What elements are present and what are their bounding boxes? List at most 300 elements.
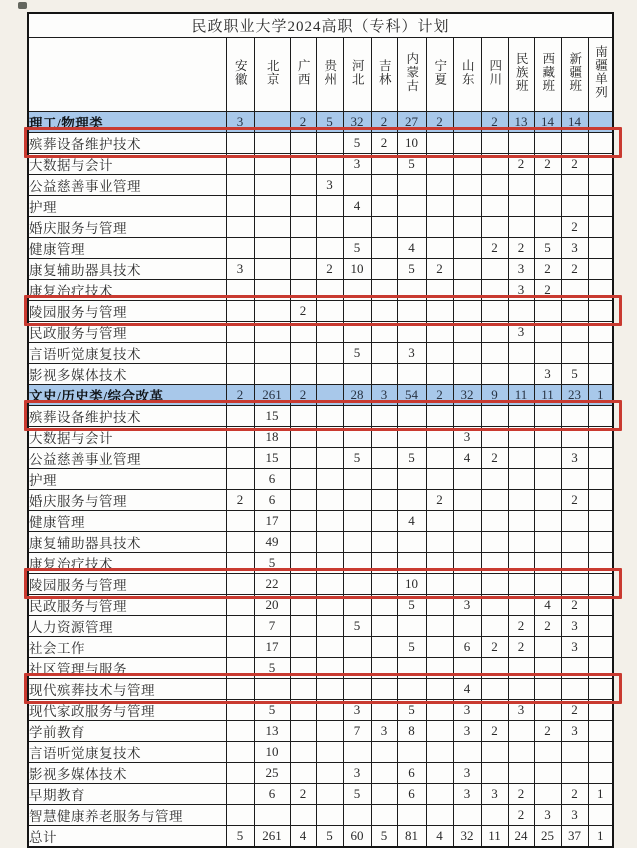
- data-cell: [343, 427, 371, 448]
- data-cell: [453, 322, 481, 343]
- table-row: [28, 343, 613, 364]
- data-cell: 3: [453, 427, 481, 448]
- column-header: 安徽: [226, 38, 254, 112]
- row-label: 学前教育: [28, 721, 226, 742]
- data-cell: 28: [343, 385, 371, 406]
- data-cell: [508, 721, 534, 742]
- data-cell: [534, 511, 561, 532]
- data-cell: [508, 658, 534, 679]
- data-cell: [226, 406, 254, 427]
- data-cell: 7: [343, 721, 371, 742]
- data-cell: [481, 406, 508, 427]
- row-label: 理工/物理类: [28, 112, 226, 133]
- data-cell: [316, 595, 343, 616]
- row-label: 现代殡葬技术与管理: [28, 679, 226, 700]
- data-cell: [371, 469, 397, 490]
- data-cell: [453, 658, 481, 679]
- table-row: [28, 742, 613, 763]
- data-cell: [397, 322, 426, 343]
- data-cell: 3: [316, 175, 343, 196]
- row-label: 康复辅助器具技术: [28, 259, 226, 280]
- data-cell: [226, 700, 254, 721]
- data-cell: [397, 553, 426, 574]
- data-cell: [534, 469, 561, 490]
- data-cell: [343, 469, 371, 490]
- data-cell: [508, 427, 534, 448]
- row-label: 公益慈善事业管理: [28, 175, 226, 196]
- table-row: [28, 574, 613, 595]
- data-cell: 5: [343, 784, 371, 805]
- data-cell: 11: [508, 385, 534, 406]
- data-cell: [371, 196, 397, 217]
- data-cell: 32: [453, 826, 481, 848]
- data-cell: [254, 112, 290, 133]
- data-cell: [534, 427, 561, 448]
- data-cell: 20: [254, 595, 290, 616]
- data-cell: [508, 742, 534, 763]
- data-cell: [453, 196, 481, 217]
- data-cell: 60: [343, 826, 371, 848]
- data-cell: [426, 637, 453, 658]
- data-cell: [426, 553, 453, 574]
- data-cell: 2: [226, 490, 254, 511]
- data-cell: [481, 280, 508, 301]
- data-cell: [316, 364, 343, 385]
- data-cell: [561, 532, 588, 553]
- data-cell: 4: [453, 448, 481, 469]
- data-cell: [426, 175, 453, 196]
- data-cell: [290, 217, 316, 238]
- table-row: [28, 763, 613, 784]
- data-cell: [481, 511, 508, 532]
- data-cell: [426, 658, 453, 679]
- table-row: [28, 658, 613, 679]
- data-cell: [290, 343, 316, 364]
- table-row: [28, 616, 613, 637]
- data-cell: 3: [508, 322, 534, 343]
- data-cell: [588, 154, 613, 175]
- row-label: 婚庆服务与管理: [28, 490, 226, 511]
- table-row: [28, 805, 613, 826]
- data-cell: [371, 700, 397, 721]
- data-cell: [453, 301, 481, 322]
- data-cell: [371, 259, 397, 280]
- table-row: [28, 406, 613, 427]
- data-cell: [226, 511, 254, 532]
- data-cell: [290, 427, 316, 448]
- data-cell: [290, 763, 316, 784]
- data-cell: [588, 679, 613, 700]
- data-cell: 2: [561, 217, 588, 238]
- data-cell: 261: [254, 826, 290, 848]
- data-cell: [426, 511, 453, 532]
- data-cell: [226, 469, 254, 490]
- data-cell: [481, 196, 508, 217]
- data-cell: [226, 217, 254, 238]
- row-label: 健康管理: [28, 238, 226, 259]
- data-cell: [588, 574, 613, 595]
- data-cell: 5: [397, 448, 426, 469]
- data-cell: [534, 784, 561, 805]
- data-cell: [561, 301, 588, 322]
- data-cell: 5: [397, 259, 426, 280]
- table-row: [28, 259, 613, 280]
- data-cell: [426, 469, 453, 490]
- data-cell: [254, 259, 290, 280]
- data-cell: [371, 427, 397, 448]
- data-cell: [343, 322, 371, 343]
- data-cell: 2: [561, 784, 588, 805]
- data-cell: [290, 406, 316, 427]
- data-cell: [508, 406, 534, 427]
- table-row: [28, 490, 613, 511]
- data-cell: [588, 721, 613, 742]
- data-cell: [588, 280, 613, 301]
- data-cell: [561, 658, 588, 679]
- data-cell: [290, 469, 316, 490]
- data-cell: [481, 259, 508, 280]
- data-cell: 6: [254, 490, 290, 511]
- data-cell: 3: [481, 784, 508, 805]
- data-cell: 2: [426, 259, 453, 280]
- data-cell: [371, 238, 397, 259]
- data-cell: 1: [588, 826, 613, 848]
- data-cell: [343, 742, 371, 763]
- table-row: [28, 553, 613, 574]
- data-cell: [534, 490, 561, 511]
- data-cell: [588, 217, 613, 238]
- data-cell: 13: [254, 721, 290, 742]
- data-cell: [588, 427, 613, 448]
- data-cell: 261: [254, 385, 290, 406]
- data-cell: 3: [453, 595, 481, 616]
- data-cell: 3: [453, 700, 481, 721]
- data-cell: [371, 343, 397, 364]
- data-cell: [453, 280, 481, 301]
- data-cell: [588, 112, 613, 133]
- data-cell: [508, 595, 534, 616]
- data-cell: 3: [343, 700, 371, 721]
- row-label: 陵园服务与管理: [28, 574, 226, 595]
- row-label: 大数据与会计: [28, 154, 226, 175]
- data-cell: [508, 511, 534, 532]
- data-cell: [453, 742, 481, 763]
- data-cell: [316, 679, 343, 700]
- data-cell: [316, 343, 343, 364]
- data-cell: 2: [371, 112, 397, 133]
- data-cell: 17: [254, 637, 290, 658]
- data-cell: [453, 532, 481, 553]
- data-cell: [371, 364, 397, 385]
- data-cell: [290, 679, 316, 700]
- data-cell: [343, 175, 371, 196]
- data-cell: [534, 133, 561, 154]
- data-cell: [371, 595, 397, 616]
- data-cell: [534, 679, 561, 700]
- data-cell: [254, 679, 290, 700]
- table-row: [28, 784, 613, 805]
- data-cell: [290, 259, 316, 280]
- data-cell: [397, 301, 426, 322]
- data-cell: [343, 511, 371, 532]
- data-cell: 3: [561, 238, 588, 259]
- data-cell: [453, 259, 481, 280]
- data-cell: [371, 217, 397, 238]
- data-cell: [371, 658, 397, 679]
- data-cell: [561, 553, 588, 574]
- data-cell: 5: [534, 238, 561, 259]
- data-cell: [290, 805, 316, 826]
- data-cell: [371, 784, 397, 805]
- data-cell: [534, 448, 561, 469]
- data-cell: [426, 784, 453, 805]
- data-cell: 2: [481, 238, 508, 259]
- data-cell: 5: [397, 637, 426, 658]
- data-cell: [426, 595, 453, 616]
- enrollment-plan-table: [27, 12, 614, 848]
- data-cell: [534, 196, 561, 217]
- data-cell: 5: [226, 826, 254, 848]
- data-cell: [226, 784, 254, 805]
- row-label: 文史/历史类/综合改革: [28, 385, 226, 406]
- data-cell: [371, 448, 397, 469]
- data-cell: 5: [343, 343, 371, 364]
- data-cell: 2: [508, 238, 534, 259]
- data-cell: [508, 679, 534, 700]
- data-cell: [534, 301, 561, 322]
- data-cell: [426, 574, 453, 595]
- data-cell: 1: [588, 784, 613, 805]
- row-label: 殡葬设备维护技术: [28, 133, 226, 154]
- data-cell: [481, 364, 508, 385]
- data-cell: [453, 217, 481, 238]
- data-cell: [426, 406, 453, 427]
- data-cell: 5: [254, 658, 290, 679]
- data-cell: [426, 532, 453, 553]
- data-cell: [316, 763, 343, 784]
- data-cell: [481, 154, 508, 175]
- data-cell: 5: [343, 448, 371, 469]
- data-cell: [453, 154, 481, 175]
- data-cell: 9: [481, 385, 508, 406]
- data-cell: [426, 280, 453, 301]
- data-cell: [343, 595, 371, 616]
- table-row: [28, 280, 613, 301]
- table-row: [28, 700, 613, 721]
- row-label: 人力资源管理: [28, 616, 226, 637]
- data-cell: [397, 364, 426, 385]
- row-label: 婚庆服务与管理: [28, 217, 226, 238]
- data-cell: [534, 574, 561, 595]
- data-cell: [534, 742, 561, 763]
- data-cell: [226, 448, 254, 469]
- data-cell: 3: [343, 763, 371, 784]
- data-cell: 5: [397, 700, 426, 721]
- data-cell: [371, 301, 397, 322]
- data-cell: [534, 637, 561, 658]
- data-cell: 2: [561, 154, 588, 175]
- table-title: 民政职业大学2024高职（专科）计划: [28, 13, 613, 38]
- data-cell: 1: [588, 385, 613, 406]
- data-cell: 2: [508, 637, 534, 658]
- column-header: 南疆单列: [588, 38, 613, 112]
- data-cell: [254, 217, 290, 238]
- data-cell: [508, 301, 534, 322]
- data-cell: [588, 553, 613, 574]
- data-cell: [561, 406, 588, 427]
- row-label: 现代家政服务与管理: [28, 700, 226, 721]
- data-cell: [290, 511, 316, 532]
- data-cell: 17: [254, 511, 290, 532]
- data-cell: 24: [508, 826, 534, 848]
- data-cell: [453, 805, 481, 826]
- data-cell: [371, 175, 397, 196]
- data-cell: [226, 532, 254, 553]
- data-cell: [508, 196, 534, 217]
- data-cell: 2: [226, 385, 254, 406]
- data-cell: [343, 553, 371, 574]
- data-cell: [534, 406, 561, 427]
- data-cell: 2: [508, 154, 534, 175]
- data-cell: [397, 280, 426, 301]
- data-cell: [316, 490, 343, 511]
- data-cell: [226, 742, 254, 763]
- data-cell: [343, 532, 371, 553]
- data-cell: 2: [426, 490, 453, 511]
- row-label: 康复辅助器具技术: [28, 532, 226, 553]
- data-cell: 5: [371, 826, 397, 848]
- data-cell: [254, 364, 290, 385]
- data-cell: [588, 175, 613, 196]
- data-cell: [226, 595, 254, 616]
- data-cell: [481, 616, 508, 637]
- data-cell: 3: [534, 364, 561, 385]
- row-label: 公益慈善事业管理: [28, 448, 226, 469]
- data-cell: 2: [290, 385, 316, 406]
- data-cell: 22: [254, 574, 290, 595]
- data-cell: [426, 343, 453, 364]
- data-cell: [371, 805, 397, 826]
- data-cell: [588, 448, 613, 469]
- data-cell: 5: [343, 133, 371, 154]
- data-cell: [508, 532, 534, 553]
- data-cell: [508, 175, 534, 196]
- data-cell: [561, 679, 588, 700]
- data-cell: [371, 532, 397, 553]
- data-cell: [561, 427, 588, 448]
- data-cell: [316, 154, 343, 175]
- data-cell: [426, 154, 453, 175]
- data-cell: [588, 259, 613, 280]
- column-header: 新疆班: [561, 38, 588, 112]
- data-cell: [453, 133, 481, 154]
- data-cell: [371, 616, 397, 637]
- data-cell: [534, 322, 561, 343]
- table-row: [28, 217, 613, 238]
- data-cell: 6: [397, 784, 426, 805]
- data-cell: [588, 322, 613, 343]
- data-cell: [316, 448, 343, 469]
- data-cell: [316, 532, 343, 553]
- data-cell: [371, 490, 397, 511]
- column-header: 宁夏: [426, 38, 453, 112]
- data-cell: [534, 763, 561, 784]
- data-cell: [426, 721, 453, 742]
- data-cell: [290, 742, 316, 763]
- table-row: [28, 301, 613, 322]
- data-cell: 2: [426, 112, 453, 133]
- data-cell: [426, 679, 453, 700]
- row-label-header: [28, 38, 226, 112]
- data-cell: [561, 763, 588, 784]
- data-cell: [481, 595, 508, 616]
- data-cell: 3: [226, 112, 254, 133]
- data-cell: [343, 658, 371, 679]
- data-cell: [226, 322, 254, 343]
- data-cell: [588, 238, 613, 259]
- column-header: 河北: [343, 38, 371, 112]
- data-cell: [226, 280, 254, 301]
- row-label: 殡葬设备维护技术: [28, 406, 226, 427]
- data-cell: [481, 343, 508, 364]
- data-cell: [316, 616, 343, 637]
- data-cell: 18: [254, 427, 290, 448]
- data-cell: 11: [481, 826, 508, 848]
- data-cell: [588, 616, 613, 637]
- data-cell: [316, 553, 343, 574]
- data-cell: [481, 763, 508, 784]
- data-cell: [588, 805, 613, 826]
- data-cell: [226, 805, 254, 826]
- data-cell: [316, 280, 343, 301]
- table-row: [28, 637, 613, 658]
- table-row: [28, 427, 613, 448]
- data-cell: [290, 637, 316, 658]
- data-cell: 3: [534, 805, 561, 826]
- column-header: 内蒙古: [397, 38, 426, 112]
- data-cell: [561, 742, 588, 763]
- data-cell: [226, 637, 254, 658]
- row-label: 社会工作: [28, 637, 226, 658]
- data-cell: [226, 553, 254, 574]
- data-cell: 6: [397, 763, 426, 784]
- data-cell: 2: [426, 385, 453, 406]
- data-cell: [290, 553, 316, 574]
- data-cell: [426, 763, 453, 784]
- data-cell: 2: [290, 112, 316, 133]
- data-cell: 8: [397, 721, 426, 742]
- data-cell: [316, 238, 343, 259]
- data-cell: [343, 217, 371, 238]
- data-cell: 3: [561, 616, 588, 637]
- row-label: 民政服务与管理: [28, 322, 226, 343]
- data-cell: 27: [397, 112, 426, 133]
- data-cell: [371, 406, 397, 427]
- data-cell: [226, 343, 254, 364]
- data-cell: [226, 679, 254, 700]
- data-cell: [426, 700, 453, 721]
- data-cell: [397, 805, 426, 826]
- data-cell: 3: [561, 448, 588, 469]
- data-cell: [561, 133, 588, 154]
- data-cell: [290, 175, 316, 196]
- data-cell: 11: [534, 385, 561, 406]
- data-cell: [290, 322, 316, 343]
- column-header: 山东: [453, 38, 481, 112]
- data-cell: [561, 469, 588, 490]
- data-cell: [481, 679, 508, 700]
- data-cell: [316, 301, 343, 322]
